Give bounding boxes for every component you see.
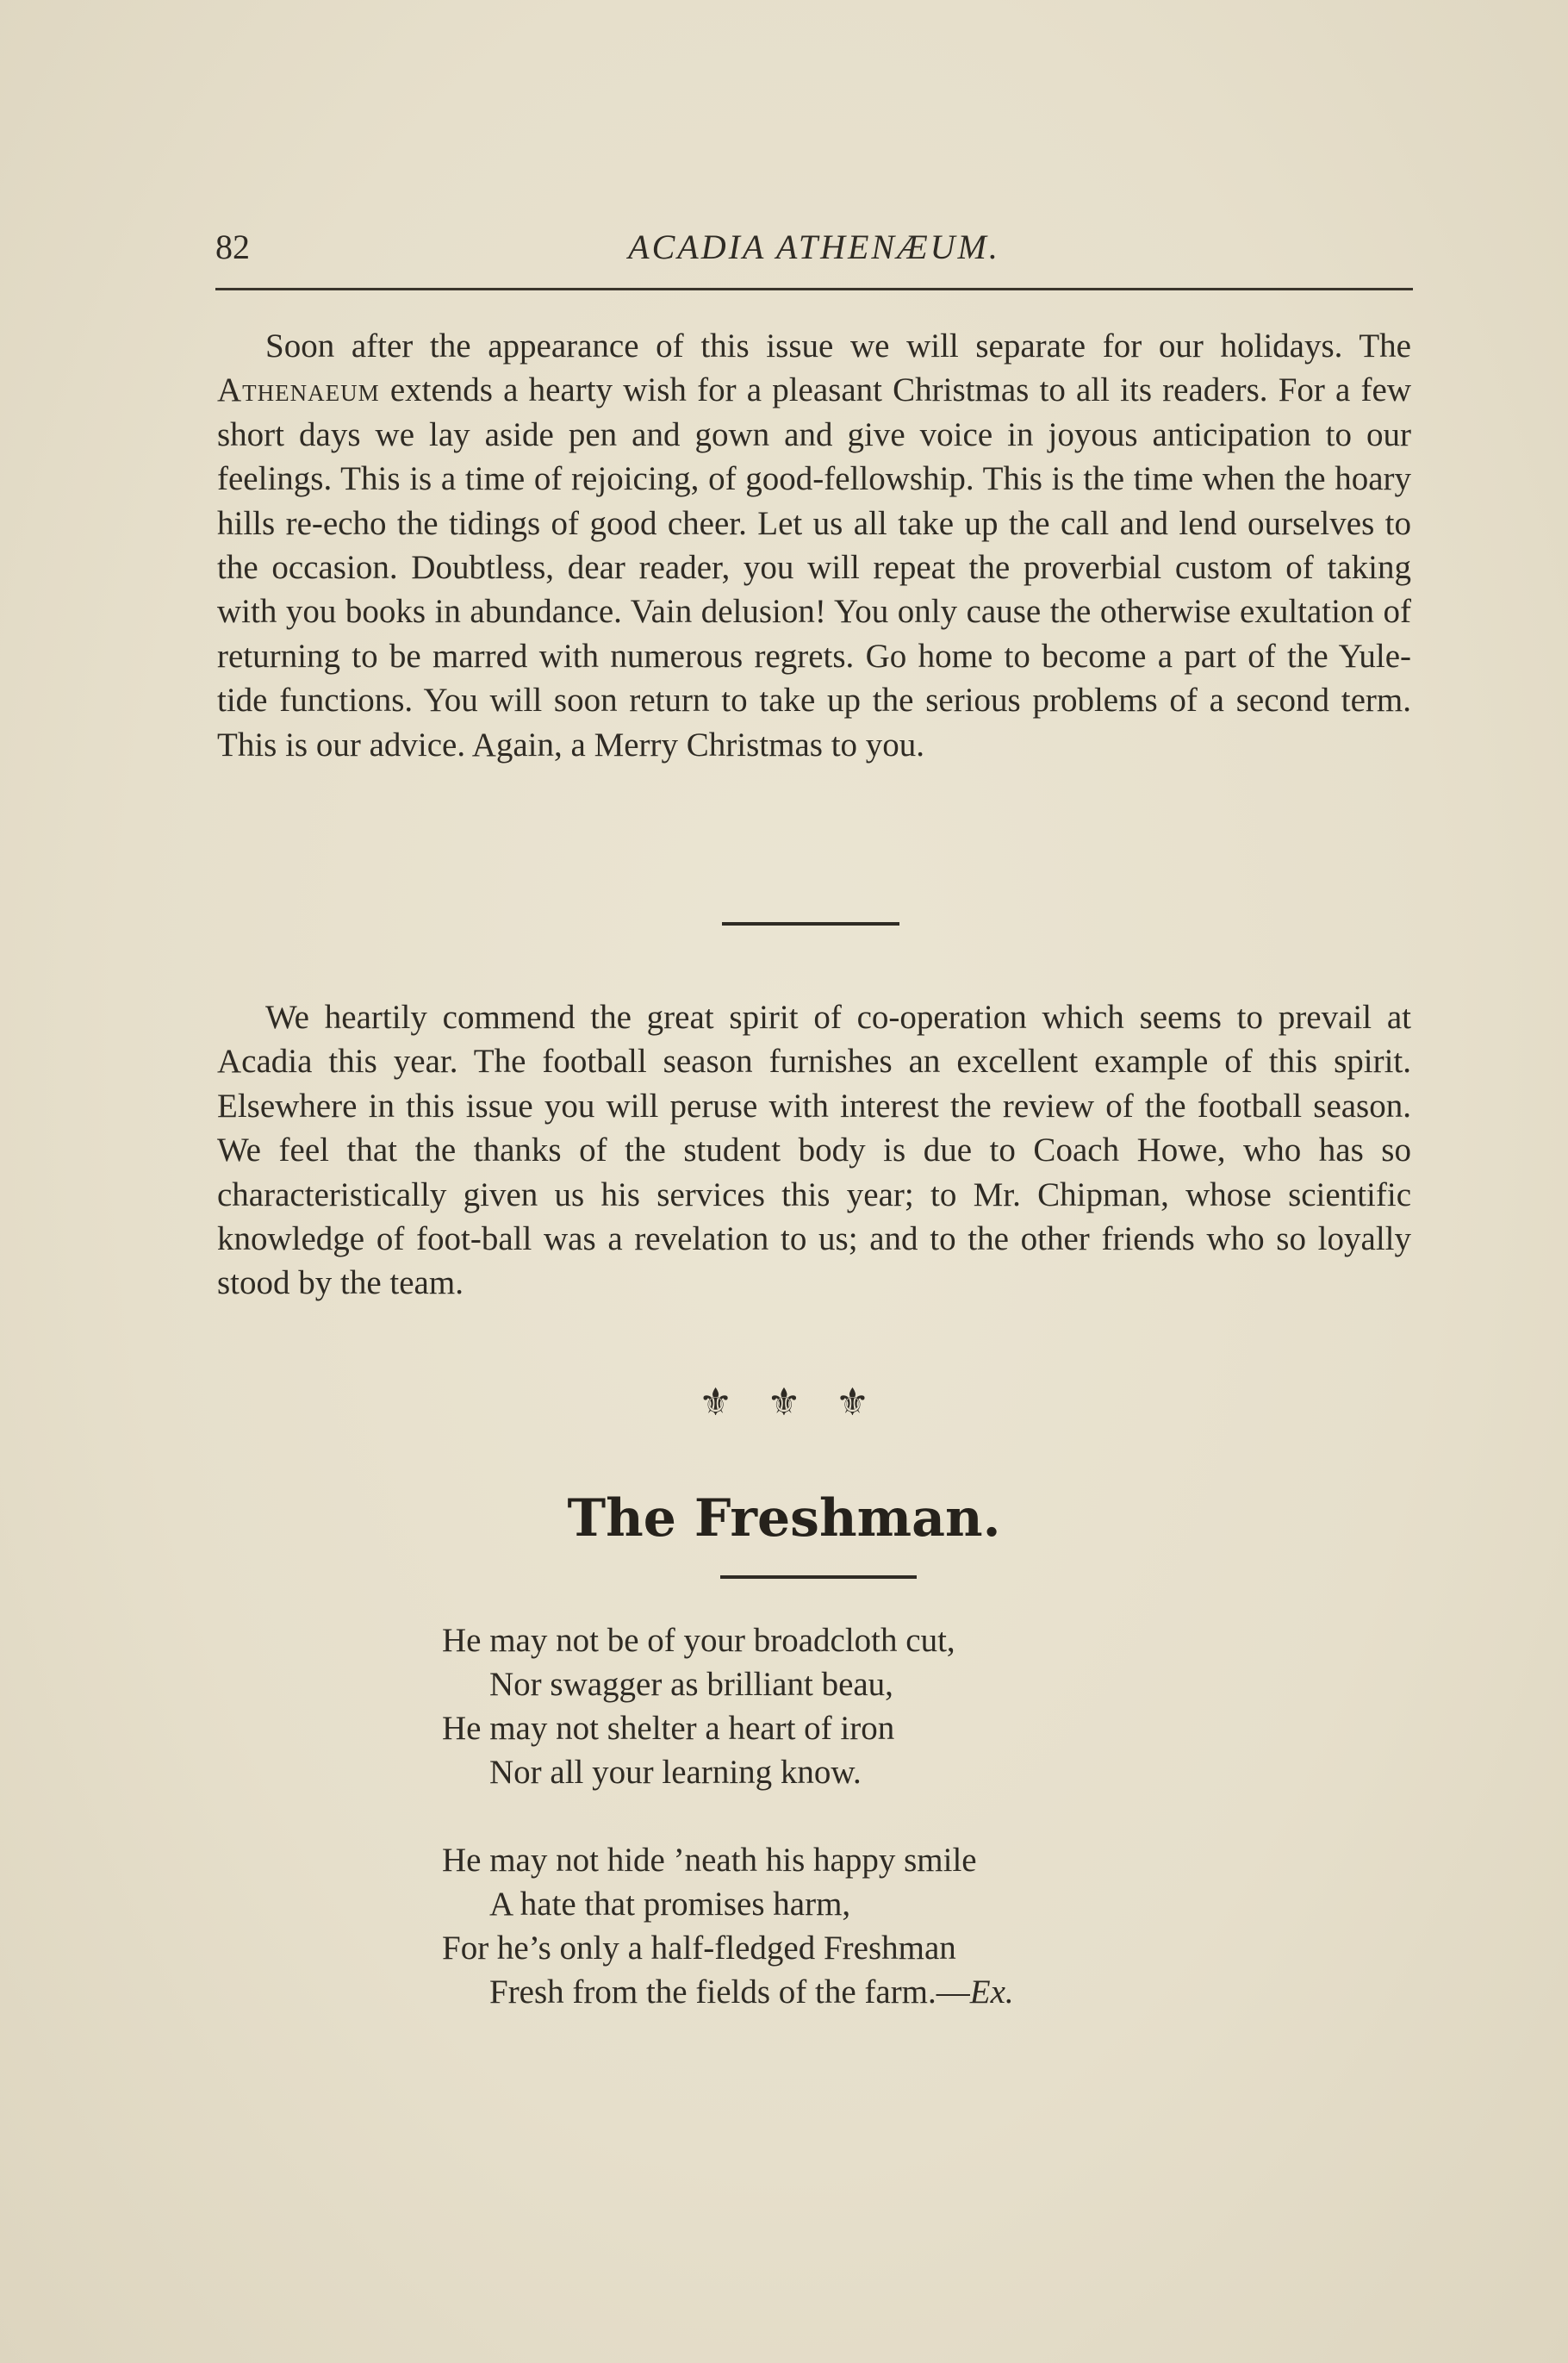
paragraph1-text-start: Soon after the appearance of this issue we will separate for our holidays. The [265, 327, 1411, 365]
poem-stanza-1 [442, 1618, 1304, 1794]
attribution: Ex. [969, 1973, 1014, 2011]
poem-title: The Freshman. [567, 1488, 1001, 1549]
running-head [215, 226, 1413, 269]
poem-line: He may not shelter a heart of iron [442, 1710, 895, 1747]
header-rule [215, 288, 1413, 290]
football-editorial-paragraph: We heartily commend the great spirit of co-operation which seems to prevail at Acadia this year. The football season furnishes an excellent example of this spirit. Elsewhere in this issue you will peruse with interest the review of the football season. We feel that the thanks of the student body is due to Coach Howe, who has so characteristically given us his services this year; to Mr. Chipman, whose scientific knowledge of foot-ball was a revelation to us; and to the other friends who so loyally stood by the team. [217, 999, 1411, 1302]
poem-stanza-2 [442, 1838, 1304, 2014]
paragraph1-text-end: extends a hearty wish for a pleasant Christmas to all its readers. For a few short days we lay aside pen and gown and give voice in joyous anticipation to our feelings. This is a time of rejoicing, of good-fellowship. This is the time when the hoary hills re-echo the tidings of good cheer. Let us all take up the call and lend ourselves to the occasion. Doubtless, dear reader, you will repeat the proverbial custom of taking with you books in abundance. Vain delusion! You only cause the otherwise exultation of returning to be marred with numerous regrets. Go home to become a part of the Yule-tide functions. You will soon return to take up the serious problems of a second term. This is our advice. Again, a Merry Christmas to you. [217, 371, 1411, 764]
poem-line: For he’s only a half-fledged Freshman [442, 1930, 956, 1967]
athenaeum-name: Athenaeum [217, 371, 380, 409]
poem-line: Nor all your learning know. [489, 1754, 862, 1791]
title-divider [720, 1575, 917, 1579]
christmas-editorial-paragraph [217, 324, 1411, 767]
poem-line-text: Fresh from the fields of the farm.— [489, 1973, 970, 2011]
poem-line: A hate that promises harm, [489, 1886, 851, 1923]
poem-line-last [442, 1970, 1304, 2014]
poem-line: He may not be of your broadcloth cut, [442, 1622, 955, 1659]
fleur-de-lis-ornaments: ⚜⚜⚜ [698, 1381, 905, 1425]
poem-line: Nor swagger as brilliant beau, [489, 1666, 893, 1703]
poem-line: He may not hide ’neath his happy smile [442, 1842, 977, 1879]
journal-title: ACADIA ATHENÆUM. [628, 228, 1000, 266]
section-divider [722, 922, 899, 926]
poem [442, 1618, 1304, 2058]
page-number: 82 [215, 228, 250, 266]
